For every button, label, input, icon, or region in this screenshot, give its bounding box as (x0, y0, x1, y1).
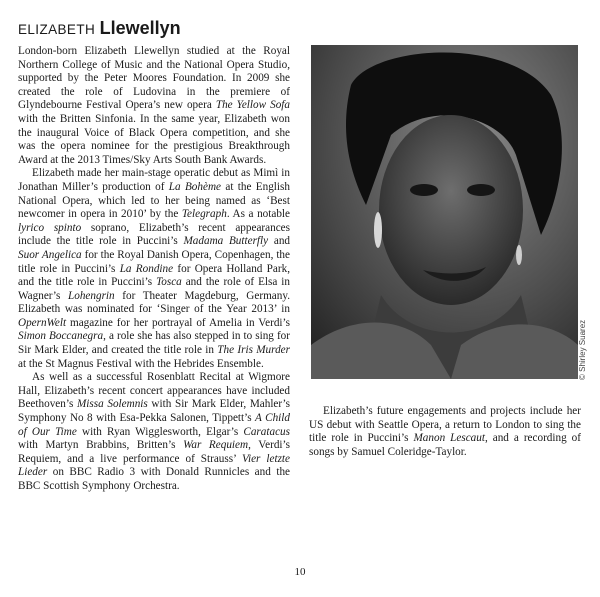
text-run: and the role of Elsa in Wagner’s (18, 276, 290, 302)
text-run: Elizabeth made her main-stage operatic debut as Mimì in Jonathan Miller’s production of (18, 167, 290, 193)
text-run: soprano, Elizabeth’s recent appearances include the title role in Puccini’s (18, 221, 290, 248)
italic-title: Tosca (156, 276, 182, 289)
italic-title: Suor Angelica (18, 248, 82, 261)
text-run: and (268, 235, 291, 248)
italic-title: A Child of Our Time (18, 412, 290, 438)
artist-first-name: ELIZABETH (18, 22, 96, 37)
photo-credit (578, 320, 590, 380)
text-run: with the Britten Sinfonia. In the same year, Elizabeth won the inaugural Voice of Black Opera competition, and she was the opera nominee for the prestigious Breakthrough Award at the 2013 Times/Sky Arts South Bank Awards. (18, 112, 290, 166)
italic-title: Simon Boccanegra (18, 330, 104, 343)
italic-title: Lohengrin (68, 289, 115, 302)
text-run: , Verdi’s Requiem, and a live performance of Strauss’ (18, 439, 290, 465)
paragraph (309, 405, 581, 459)
text-run: As well as a successful Rosenblatt Recital at Wigmore Hall, Elizabeth’s recent concert appearances have included Beethoven’s (18, 371, 290, 411)
italic-title: La Rondine (119, 262, 174, 275)
portrait-photo (311, 45, 578, 379)
italic-title: Missa Solemnis (76, 398, 148, 411)
italic-title: OpernWelt (18, 316, 67, 329)
text-run: with Ryan Wigglesworth, Elgar’s (76, 425, 244, 438)
text-run: for Theater Magdeburg, Germany. Elizabeth was nominated for ‘Singer of the Year 2013’ in (18, 289, 290, 316)
text-run: with Martyn Brabbins, Britten’s (18, 439, 184, 452)
text-run: at the St Magnus Festival with the Hebrides Ensemble. (18, 357, 264, 370)
paragraph (18, 371, 290, 493)
italic-title: Vier letzte Lieder (18, 452, 291, 479)
italic-title: Telegraph (181, 208, 227, 221)
italic-title: La Bohème (168, 180, 221, 193)
text-run: Elizabeth’s future engagements and projects include her US debut with Seattle Opera, a return to London to sing the title role in Puccini’s (309, 405, 581, 445)
photo-credit-text: © Shirley Suarez (578, 319, 587, 380)
text-run: for the Royal Danish Opera, Copenhagen, the title role in Puccini’s (18, 248, 290, 275)
artist-heading (18, 18, 181, 39)
portrait-illustration (311, 45, 578, 379)
italic-title: The Iris Murder (217, 344, 290, 357)
text-run: for Opera Holland Park, and the title role in Puccini’s (18, 262, 290, 289)
text-run: with Sir Mark Elder, Mahler’s Symphony No 8 with Esa-Pekka Salonen, Tippett’s (18, 398, 291, 425)
page-number: 10 (294, 566, 306, 578)
italic-title: War Requiem (183, 439, 249, 452)
text-run: . As a notable (226, 208, 290, 221)
italic-title: Madama Butterfly (183, 235, 269, 248)
italic-title: Caratacus (243, 425, 290, 438)
italic-title: lyrico spinto (18, 221, 82, 234)
paragraph (18, 167, 290, 371)
text-run: at the English National Opera, which led to her being named as ‘Best newcomer in opera in 2010’ by the (18, 180, 290, 221)
text-run: , a role she has also stepped in to sing for Sir Mark Elder, and created the title role in (18, 330, 290, 357)
italic-title: The Yellow Sofa (215, 99, 290, 112)
text-run: magazine for her portrayal of Amelia in Verdi’s (66, 316, 290, 329)
italic-title: Manon Lescaut (413, 432, 485, 445)
text-run: on BBC Radio 3 with Donald Runnicles and the BBC Scottish Symphony Orchestra. (18, 466, 290, 492)
biography-left-column (18, 45, 290, 494)
paragraph (18, 45, 290, 167)
text-run: London-born Elizabeth Llewellyn studied at the Royal Northern College of Music and the National Opera Studio, supported by the Peter Moores Foundation. In 2009 she created the role of Ludovina in the premiere of Glyndebourne Festival Opera’s new opera (18, 45, 290, 112)
artist-last-name: Llewellyn (99, 18, 181, 38)
text-run: , and a recording of songs by Samuel Coleridge-Taylor. (309, 432, 581, 458)
biography-right-column (309, 405, 581, 459)
